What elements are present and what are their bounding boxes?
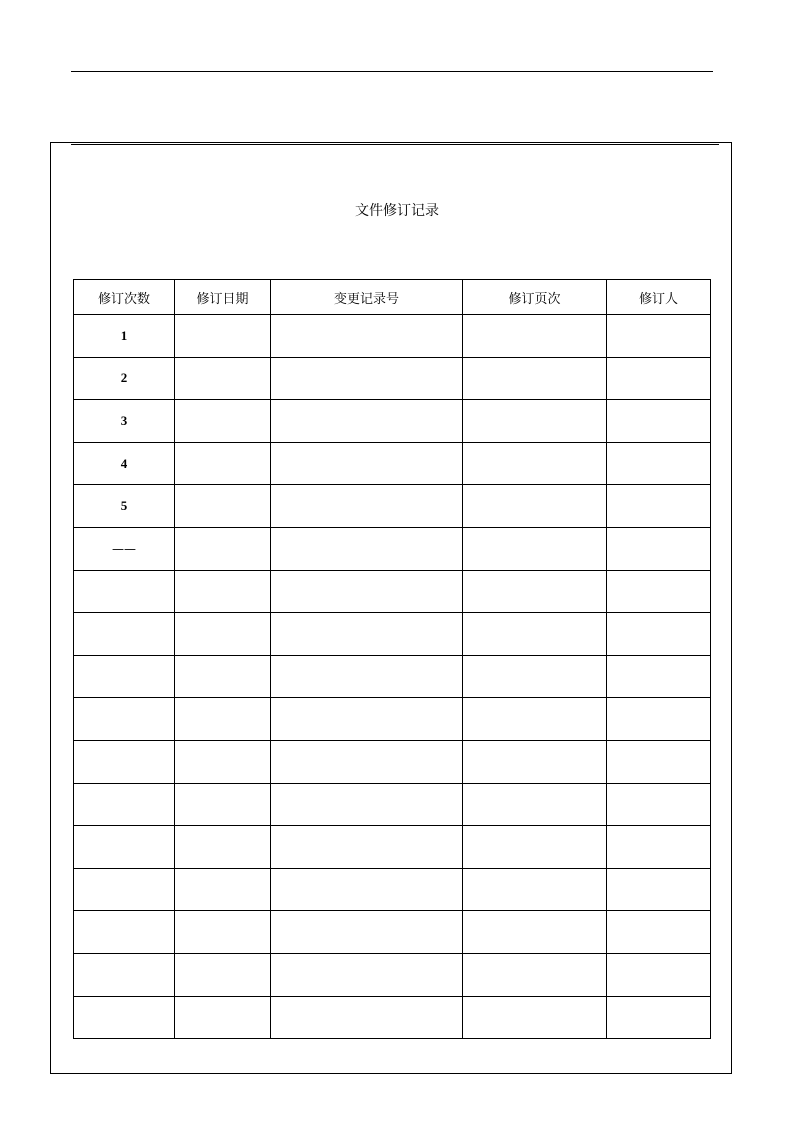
revision-count-cell: 3 — [74, 400, 175, 443]
revision-date-cell — [175, 527, 271, 570]
revised-pages-cell — [463, 613, 607, 656]
change-record-cell — [271, 442, 463, 485]
table-row — [74, 400, 711, 443]
header-rule — [71, 71, 713, 72]
revision-count-cell — [74, 740, 175, 783]
revision-date-cell — [175, 442, 271, 485]
revision-count-cell: 2 — [74, 357, 175, 400]
revision-date-cell — [175, 613, 271, 656]
table-row — [74, 485, 711, 528]
table-header-row — [74, 280, 711, 315]
change-record-cell — [271, 868, 463, 911]
change-record-cell — [271, 953, 463, 996]
reviser-cell — [607, 570, 711, 613]
revision-date-cell — [175, 400, 271, 443]
revision-count-cell: 5 — [74, 485, 175, 528]
revision-count-cell: —— — [74, 527, 175, 570]
header-revision-date: 修订日期 — [175, 280, 271, 315]
change-record-cell — [271, 485, 463, 528]
revised-pages-cell — [463, 442, 607, 485]
revision-date-cell — [175, 655, 271, 698]
reviser-cell — [607, 613, 711, 656]
revision-date-cell — [175, 740, 271, 783]
revised-pages-cell — [463, 315, 607, 358]
revised-pages-cell — [463, 868, 607, 911]
revision-count-cell: 1 — [74, 315, 175, 358]
table-row — [74, 953, 711, 996]
revised-pages-cell — [463, 783, 607, 826]
revision-count-cell — [74, 953, 175, 996]
revision-count-cell — [74, 826, 175, 869]
reviser-cell — [607, 357, 711, 400]
reviser-cell — [607, 485, 711, 528]
table-row — [74, 527, 711, 570]
revision-count-cell — [74, 613, 175, 656]
change-record-cell — [271, 527, 463, 570]
revised-pages-cell — [463, 570, 607, 613]
reviser-cell — [607, 655, 711, 698]
header-revision-count: 修订次数 — [74, 280, 175, 315]
revision-count-cell — [74, 911, 175, 954]
revision-date-cell — [175, 570, 271, 613]
revision-date-cell — [175, 826, 271, 869]
reviser-cell — [607, 911, 711, 954]
revision-count-cell — [74, 655, 175, 698]
reviser-cell — [607, 698, 711, 741]
change-record-cell — [271, 400, 463, 443]
table-row — [74, 570, 711, 613]
revised-pages-cell — [463, 826, 607, 869]
revision-count-cell — [74, 783, 175, 826]
change-record-cell — [271, 826, 463, 869]
revision-date-cell — [175, 911, 271, 954]
revised-pages-cell — [463, 996, 607, 1039]
table-row — [74, 698, 711, 741]
frame-top-rule — [71, 144, 719, 145]
revision-date-cell — [175, 868, 271, 911]
revision-count-cell: 4 — [74, 442, 175, 485]
change-record-cell — [271, 911, 463, 954]
revision-table — [73, 279, 711, 1039]
revision-date-cell — [175, 996, 271, 1039]
revised-pages-cell — [463, 357, 607, 400]
reviser-cell — [607, 442, 711, 485]
revision-date-cell — [175, 783, 271, 826]
table-row — [74, 655, 711, 698]
reviser-cell — [607, 400, 711, 443]
change-record-cell — [271, 655, 463, 698]
document-title: 文件修订记录 — [355, 203, 439, 219]
table-row — [74, 826, 711, 869]
revised-pages-cell — [463, 953, 607, 996]
table-row — [74, 996, 711, 1039]
reviser-cell — [607, 996, 711, 1039]
header-reviser: 修订人 — [607, 280, 711, 315]
table-row — [74, 740, 711, 783]
table-row — [74, 442, 711, 485]
reviser-cell — [607, 826, 711, 869]
header-revised-pages: 修订页次 — [463, 280, 607, 315]
reviser-cell — [607, 783, 711, 826]
change-record-cell — [271, 698, 463, 741]
table-row — [74, 911, 711, 954]
change-record-cell — [271, 996, 463, 1039]
revision-date-cell — [175, 953, 271, 996]
reviser-cell — [607, 527, 711, 570]
reviser-cell — [607, 740, 711, 783]
table-row — [74, 783, 711, 826]
revision-date-cell — [175, 485, 271, 528]
revised-pages-cell — [463, 911, 607, 954]
table-row — [74, 357, 711, 400]
revised-pages-cell — [463, 740, 607, 783]
revised-pages-cell — [463, 400, 607, 443]
change-record-cell — [271, 783, 463, 826]
change-record-cell — [271, 315, 463, 358]
revision-date-cell — [175, 357, 271, 400]
revision-count-cell — [74, 698, 175, 741]
reviser-cell — [607, 953, 711, 996]
revision-count-cell — [74, 868, 175, 911]
revised-pages-cell — [463, 655, 607, 698]
revision-count-cell — [74, 996, 175, 1039]
table-row — [74, 315, 711, 358]
header-change-record-no: 变更记录号 — [271, 280, 463, 315]
change-record-cell — [271, 357, 463, 400]
revised-pages-cell — [463, 527, 607, 570]
table-row — [74, 868, 711, 911]
change-record-cell — [271, 570, 463, 613]
change-record-cell — [271, 740, 463, 783]
table-row — [74, 613, 711, 656]
revised-pages-cell — [463, 698, 607, 741]
revision-count-cell — [74, 570, 175, 613]
revised-pages-cell — [463, 485, 607, 528]
reviser-cell — [607, 315, 711, 358]
reviser-cell — [607, 868, 711, 911]
change-record-cell — [271, 613, 463, 656]
revision-date-cell — [175, 698, 271, 741]
revision-date-cell — [175, 315, 271, 358]
